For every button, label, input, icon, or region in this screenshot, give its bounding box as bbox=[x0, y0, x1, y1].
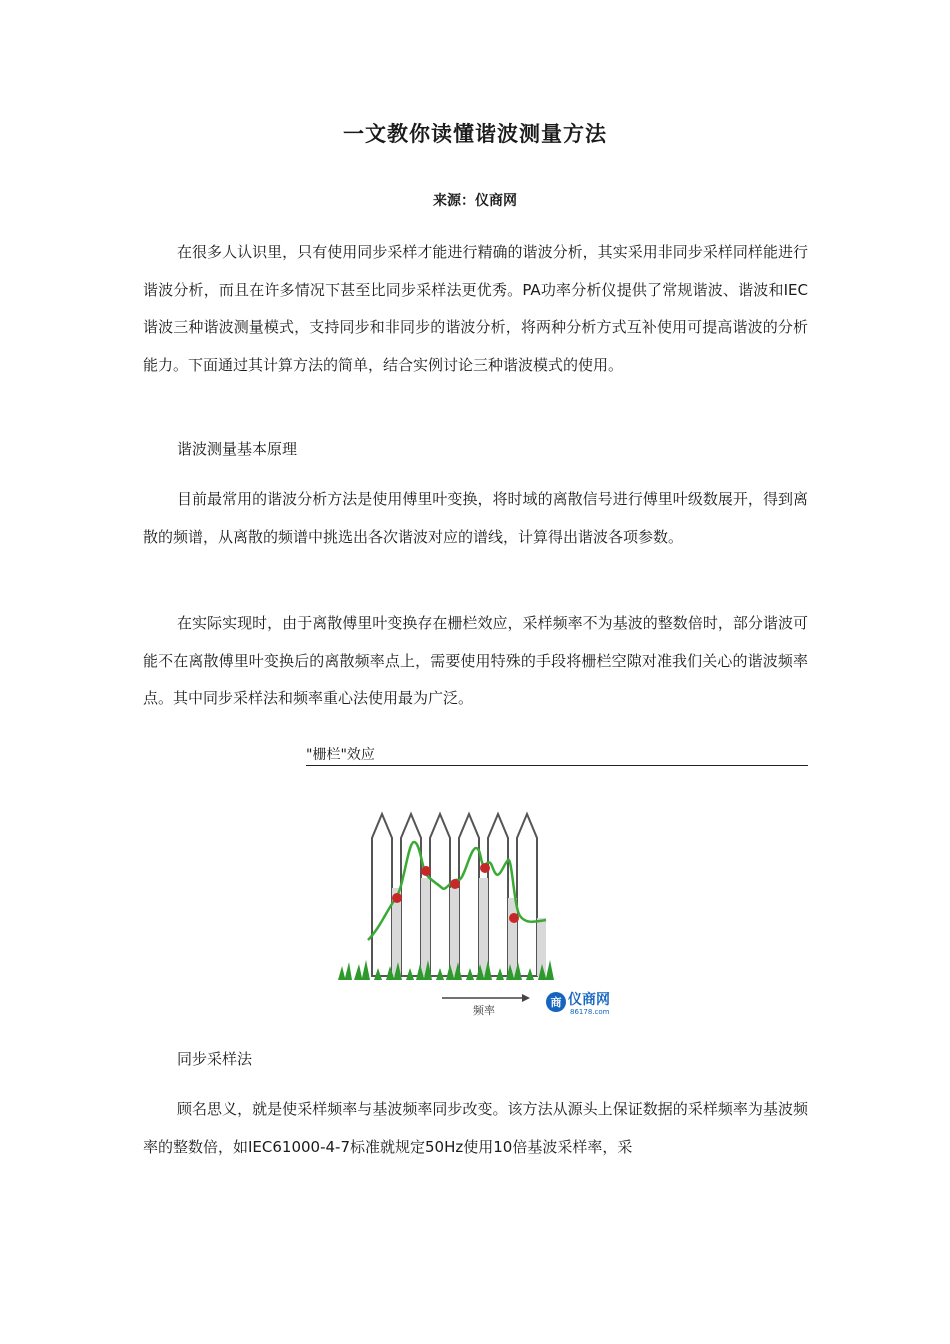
paragraph-picket-fence: 在实际实现时，由于离散傅里叶变换存在栅栏效应，采样频率不为基波的整数倍时，部分谐波可能不在离散傅里叶变换后的离散频率点上，需要使用特殊的手段将栅栏空隙对准我们关心的谐波频率点。其中同步采样法和频率重心法使用最为广泛。 bbox=[143, 614, 808, 707]
logo-text: 仪商网 bbox=[568, 992, 610, 1008]
paragraph-sync-sampling: 顾名思义，就是使采样频率与基波频率同步改变。该方法从源头上保证数据的采样频率为基波频率的整数倍，如IEC61000-4-7标准就规定50Hz使用10倍基波采样率，采 bbox=[143, 1100, 808, 1156]
section-heading-sync-sampling: 同步采样法 bbox=[177, 1050, 253, 1068]
section-heading-principle: 谐波测量基本原理 bbox=[177, 440, 298, 458]
frequency-arrow-head bbox=[522, 994, 530, 1002]
frequency-axis-label: 频率 bbox=[473, 1004, 495, 1017]
svg-text:商: 商 bbox=[550, 996, 562, 1009]
logo-subtext: 86178.com bbox=[570, 1008, 610, 1016]
page-title: 一文教你读懂谐波测量方法 bbox=[343, 122, 607, 146]
source-line: 来源：仪商网 bbox=[433, 193, 517, 209]
paragraph-fourier: 目前最常用的谐波分析方法是使用傅里叶变换，将时域的离散信号进行傅里叶级数展开，得到离散的频谱，从离散的频谱中挑选出各次谐波对应的谱线，计算得出谐波各项参数。 bbox=[143, 490, 808, 546]
picket-fence-figure bbox=[334, 808, 624, 1018]
picket-fence-illustration bbox=[334, 808, 624, 1018]
intro-paragraph: 在很多人认识里，只有使用同步采样才能进行精确的谐波分析，其实采用非同步采样同样能进行谐波分析，而且在许多情况下甚至比同步采样法更优秀。PA功率分析仪提供了常规谐波、谐波和IEC谐波三种谐波测量模式，支持同步和非同步的谐波分析，将两种分析方式互补使用可提高谐波的分析能力。下面通过其计算方法的简单，结合实例讨论三种谐波模式的使用。 bbox=[143, 243, 808, 374]
figure-caption: "栅栏"效应 bbox=[306, 746, 808, 766]
logo-icon bbox=[546, 991, 610, 1016]
